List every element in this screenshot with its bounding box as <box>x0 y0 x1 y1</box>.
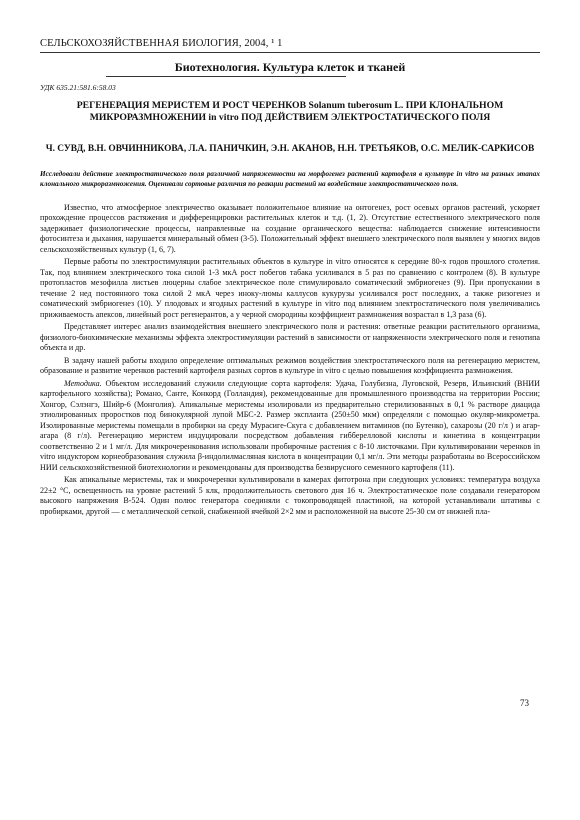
article-title: РЕГЕНЕРАЦИЯ МЕРИСТЕМ И РОСТ ЧЕРЕНКОВ Solanum tuberosum L. ПРИ КЛОНАЛЬНОМ МИКРОРАЗМНОЖЕНИИ in vitro ПОД ДЕЙСТВИЕМ ЭЛЕКТРОСТАТИЧЕСКОГО ПОЛЯ <box>76 100 504 123</box>
intro-paragraph-3: Представляет интерес анализ взаимодействия внешнего электрического поля и растения: ответные реакции растительного организма, физиолого-биохимические механизмы эффекта электростимуляции растений в зависимости от напряженности электрического поля и генотипа объекта и др. <box>40 322 540 353</box>
article-authors: Ч. СУВД, В.Н. ОВЧИННИКОВА, Л.А. ПАНИЧКИН, Э.Н. АКАНОВ, Н.Н. ТРЕТЬЯКОВ, О.С. МЕЛИК-САРКИСОВ <box>45 144 535 154</box>
header-divider <box>40 52 540 53</box>
article-body <box>40 203 540 519</box>
methods-text: Объектом исследований служили следующие сорта картофеля: Удача, Голубизна, Луговской, Резерв, Ильинский (ВНИИ картофельного хозяйства); Романо, Санте, Конкорд (Голландия), рекомендованные для промышленного производства на территории России; Хонгор, Сэлэнгэ, Шийр-6 (Монголия). Апикальные меристемы изолировали из предварительно стерилизованных в 0,1 % растворе диацида этиолированных проростков под бинокулярной лупой МБС-2. Размер эксплантa (250±50 мкм) определяли с помощью окуляр-микрометра. Изолированные меристемы помещали в пробирки на среду Мурасиге-Скуга с добавлением витаминов (по Бутенко), сахарозы (20 г/л ) и агар-агара (8 г/л). Регенерацию меристем индуцировали посредством добавления гибберелловой кислоты и кинетина в концентрации соответственно 2 и 1 мг/л. Для микрочеренкования использовали пробирочные растения с 8-10 листочками. При культивировании черенков in vitro индуктором корнеобразования служила β-индолилмасляная кислота в концентрации 0,1 мг/л. Эти методы разработаны во Всероссийском НИИ сельскохозяйственной биотехнологии и рекомендованы для производства безвирусного семенного картофеля (11). <box>40 378 540 472</box>
page-number: 73 <box>520 698 529 708</box>
journal-header: СЕЛЬСКОХОЗЯЙСТВЕННАЯ БИОЛОГИЯ, 2004, ¹ 1 <box>40 38 283 49</box>
intro-paragraph-2: Первые работы по электростимуляции растительных объектов в культуре in vitro относятся к середине 80-х годов прошлого столетия. Так, под влиянием электрического тока силой 1-3 мкА рост побегов табака усиливался в 5 раз по сравнению с контролем (8). В культуре протопластов мезофилла листьев люцерны слабое электрическое поле стимулировало соматический эмбриогенез (9). При пропускании в течение 2 нед постоянного тока силой 2 мкА через иноку-люмы каллусов кукурузы усиливался рост последних, а также ризогенез и соматический эмбриогенез (10). У плодовых и ягодных растений в культуре in vitro под влиянием электростатического поля увеличивались приживаемость апексов, линейный рост регенерантов, а у черной смородины коэффициент размножения возрастал в 1,3 раза (6). <box>40 257 540 319</box>
methods-lead: Методика. <box>64 378 102 388</box>
udk-code: УДК 635.21:581.6:58.03 <box>40 83 116 92</box>
methods-paragraph <box>40 379 540 473</box>
conditions-paragraph: Как апикальные меристемы, так и микрочеренки культивировали в камерах фитотрона при следующих условиях: температура воздуха 22±2 °С, освещенность на уровне растений 5 клк, продолжительность светового дня 16 ч. Электростатическое поле создавали генератором высокого напряжения В-524. Один полюс генератора соединяли с токопроводящей пластиной, на которой устанавливали штативы с пробирками, другой — с металлической сеткой, снабженной ячейкой 2×2 мм и расположенной на высоте 25-30 см от нижней пла- <box>40 475 540 516</box>
section-heading: Биотехнология. Культура клеток и тканей <box>174 60 406 74</box>
intro-paragraph-1: Известно, что атмосферное электричество оказывает положительное влияние на онтогенез, рост осевых органов растений, ускоряет прохождение процессов растяжения и дифференцировки растительных клеток и т.д. (1, 2). Отсутствие естественного электрического поля задерживает физиологические процессы, направленные на создание органического вещества: наблюдается снижение интенсивности фотосинтеза и дыхания, нарушается минеральный обмен (3-5). Положительный эффект внешнего электрического поля выявлен у многих видов сельскохозяйственных культур (1, 6, 7). <box>40 203 540 254</box>
intro-paragraph-4: В задачу нашей работы входило определение оптимальных режимов воздействия электростатического поля на регенерацию меристем, образование и развитие черенков растений картофеля разных сортов в культуре in vitro с целью повышения коэффициента размножения. <box>40 355 540 376</box>
article-abstract: Исследовали действие электростатического поля различной напряженности на морфогенез растений картофеля в культуре in vitro на разных этапах клонального микроразмножения. Оценивали сортовые различия по реакции растений на воздействие электростатического поля. <box>40 170 540 188</box>
section-underline <box>106 76 346 77</box>
